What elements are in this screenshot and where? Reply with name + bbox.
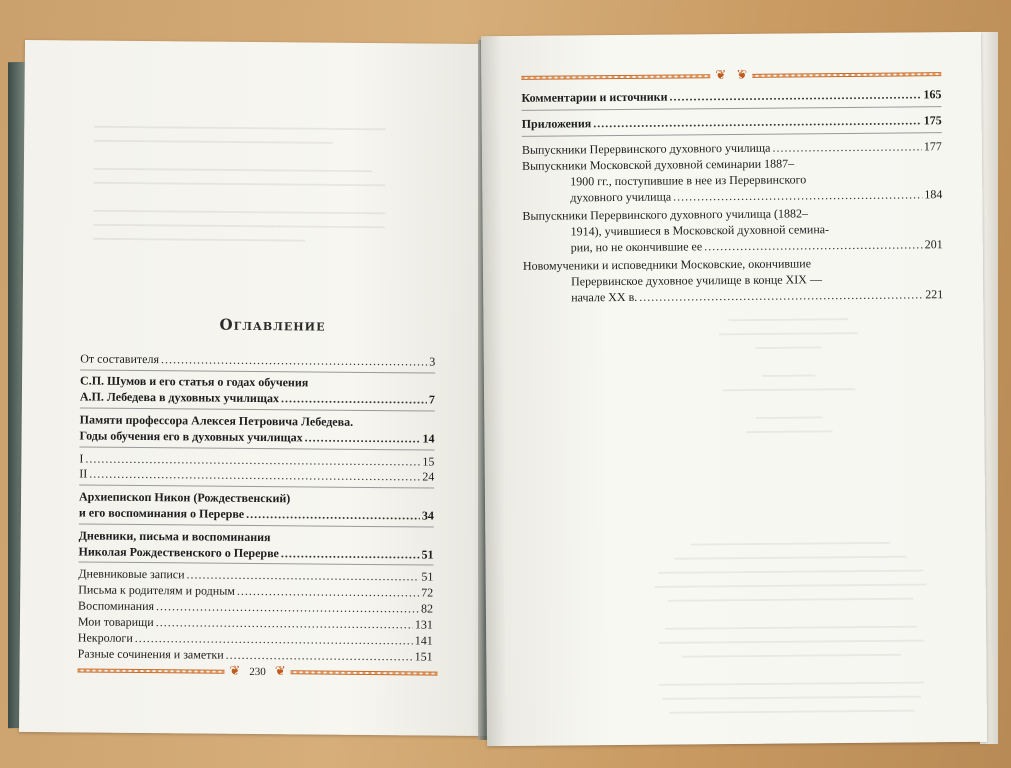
ornament-flourish-icon: ❦ — [229, 663, 241, 679]
entry-page: 141 — [414, 633, 433, 648]
toc-heading: Оглавление — [219, 315, 326, 335]
entry-page: 15 — [422, 454, 435, 469]
entry-page: 177 — [923, 139, 942, 154]
leader-dots — [246, 506, 420, 524]
separator — [522, 132, 942, 137]
entry-title-line: рии, но не окончившие ее — [570, 239, 703, 255]
entry-title-line: духовного училища — [570, 189, 672, 205]
toc-entry — [80, 350, 435, 369]
entry-page: 165 — [923, 87, 942, 102]
entry-title-line: С.П. Шумов и его статья о годах обучения — [79, 373, 309, 390]
entry-title: Приложения — [521, 116, 592, 131]
entry-title-line: А.П. Лебедева в духовных училищах — [79, 389, 280, 406]
toc-entry — [78, 527, 433, 562]
entry-title: Выпускники Перервинского духовного училища — [521, 140, 771, 157]
entry-title-line: Годы обучения его в духовных училищах — [79, 428, 303, 445]
entry-page: 201 — [924, 237, 943, 252]
leader-dots — [161, 351, 427, 369]
entry-title-line: Выпускники Московской духовной семинарии 1887– — [521, 156, 795, 173]
entry-title-line: Николая Рождественского о Перерве — [78, 544, 279, 561]
entry-title: Разные сочинения и заметки — [77, 646, 224, 662]
entry-page: 82 — [421, 601, 434, 616]
entry-title-line: Новомученики и исповедники Московские, окончившие — [522, 256, 812, 273]
page-number: 230 — [249, 665, 266, 679]
toc-entry — [79, 465, 434, 484]
entry-title-line: Архиепископ Никон (Рождественский) — [78, 489, 291, 506]
leader-dots — [704, 236, 923, 254]
entry-page: 151 — [414, 649, 433, 664]
header-ornament — [521, 68, 941, 84]
entry-title-line: 1914), учившиеся в Московской духовной семина- — [570, 222, 830, 239]
toc-entry — [522, 154, 942, 206]
entry-title-line: Выпускники Перервинского духовного училища (1882– — [522, 206, 809, 223]
entry-page: 3 — [429, 354, 436, 369]
entry-page: 14 — [422, 431, 435, 446]
entry-title: Мои товарищи — [77, 614, 154, 630]
toc-entry — [521, 86, 941, 106]
leader-dots — [772, 138, 922, 155]
separator — [522, 106, 942, 111]
toc-entry — [80, 411, 435, 446]
entry-title: Некрологи — [77, 630, 133, 645]
entry-title: II — [79, 466, 88, 481]
ornament-line — [291, 670, 438, 675]
toc-entry — [78, 645, 433, 664]
right-page — [481, 32, 987, 746]
entry-title-line: Дневники, письма и воспоминания — [78, 528, 271, 545]
leader-dots — [281, 390, 427, 407]
leader-dots — [305, 429, 421, 446]
entry-page: 184 — [924, 187, 943, 202]
entry-page: 51 — [421, 547, 434, 562]
left-page — [19, 40, 495, 736]
entry-title-line: и его воспоминания о Перерве — [78, 505, 245, 521]
footer-ornament — [77, 664, 437, 679]
leader-dots — [669, 86, 921, 104]
toc-entry — [79, 488, 434, 523]
leader-dots — [89, 466, 420, 485]
toc-entry — [523, 254, 943, 306]
show-through-text: ━━━━━━━━━━━━━━━━━━━━━━━━━━━━━━━━━━━━━━━━━━━━ ━━━━━━━━━━━━━━━━━━━━━━━━━━━━━━━━━━━━ ━━━━━━━━━━━━━━━━━━━━━━━━━━━━━━━━━━━━━━━━━━ ━━━━━━━━━━━━━━━━━━━━━━━━━━━━━━━━━━━━━━━━━━━━ ━━━━━━━━━━━━━━━━━━━━━━━━━━━━━━━━━━━━━━━━━━━━ ━━━━━━━━━━━━━━━━━━━━━━━━━━━━━━━━━━━━━━━━━━━━ ━━━━━━━━━━━━━━━━━━━━━━━━━━━━━━━━ — [93, 121, 386, 248]
leader-dots — [226, 647, 413, 665]
entry-page: 51 — [421, 569, 434, 584]
leader-dots — [593, 112, 922, 131]
leader-dots — [237, 583, 419, 601]
ornament-line — [752, 72, 941, 78]
entry-title: Воспоминания — [78, 598, 155, 614]
entry-title-line: Памяти профессора Алексея Петровича Лебедева. — [79, 412, 354, 429]
ornament-flourish-icon: ❦ — [715, 68, 727, 84]
entry-page: 24 — [422, 469, 435, 484]
toc-entry — [522, 204, 942, 256]
entry-page: 221 — [925, 287, 944, 302]
ornament-line — [78, 668, 225, 673]
toc-entry — [522, 112, 942, 132]
entry-title: От составителя — [80, 351, 160, 367]
entry-title-line: Перервинское духовное училище в конце XIX — — [570, 272, 822, 289]
leader-dots — [673, 186, 922, 204]
leader-dots — [281, 545, 420, 562]
ornament-line — [521, 74, 710, 80]
toc-entry — [80, 372, 435, 407]
entry-page: 34 — [421, 508, 434, 523]
entry-page: 7 — [428, 392, 435, 407]
entry-title-line: 1900 гг., поступившие в нее из Перервинского — [570, 172, 807, 189]
entry-page: 175 — [923, 113, 942, 128]
entry-title: Дневниковые записи — [78, 566, 185, 582]
entry-title: I — [79, 451, 84, 466]
entry-title-line: начале XX в. — [571, 289, 638, 305]
ornament-flourish-icon: ❦ — [274, 664, 286, 680]
ornament-flourish-icon: ❦ — [736, 67, 748, 83]
entry-page: 131 — [414, 617, 434, 632]
entry-title: Письма к родителям и родным — [78, 582, 235, 598]
entry-page: 72 — [421, 585, 434, 600]
leader-dots — [639, 286, 923, 304]
entry-title: Комментарии и источники — [521, 89, 668, 105]
show-through-text: ━━━━━━━━━━━━━━━━━━ ━━━━━━━━━━━━━━━━━━━━━ ━━━━━━━━━━ ━━━━━━━━ ━━━━━━━━━━━━━━━━━━━━ ━━━━━━━━━━ ━━━━━━━━━━━━━ ━━━━━━━━━━━━━━━━━━━━━━━━━━━━━━ ━━━━━━━━━━━━━━━━━━━━━━━━━━━━━━━━━━━ ━━━━━━━━━━━━━━━━━━━━━━━━━━━━━━━━━━━━━━━━ ━━━━━━━━━━━━━━━━━━━━━━━━━━━━━━━━━━━━━━━━━ ━━━━━━━━━━━━━━━━━━━━━━━━━━━━━━━━━━━━━ ━━━━━━━━━━━━━━━━━━━━━━━━━━━━━━━━━━━━━━ ━━━━━━━━━━━━━━━━━━━━━━━━━━━━━━━━━━━━━━━━ ━━━━━━━━━━━━━━━━━━━━━━━━━━━━━━━━━ ━━━━━━━━━━━━━━━━━━━━━━━━━━━━━━━━━━━━━━━━ ━━━━━━━━━━━━━━━━━━━━━━━━━━━━━━━━━━━━━━━ ━━━━━━━━━━━━━━━━━━━━━━━━━━━━━━━━━━━━━ — [654, 314, 927, 720]
